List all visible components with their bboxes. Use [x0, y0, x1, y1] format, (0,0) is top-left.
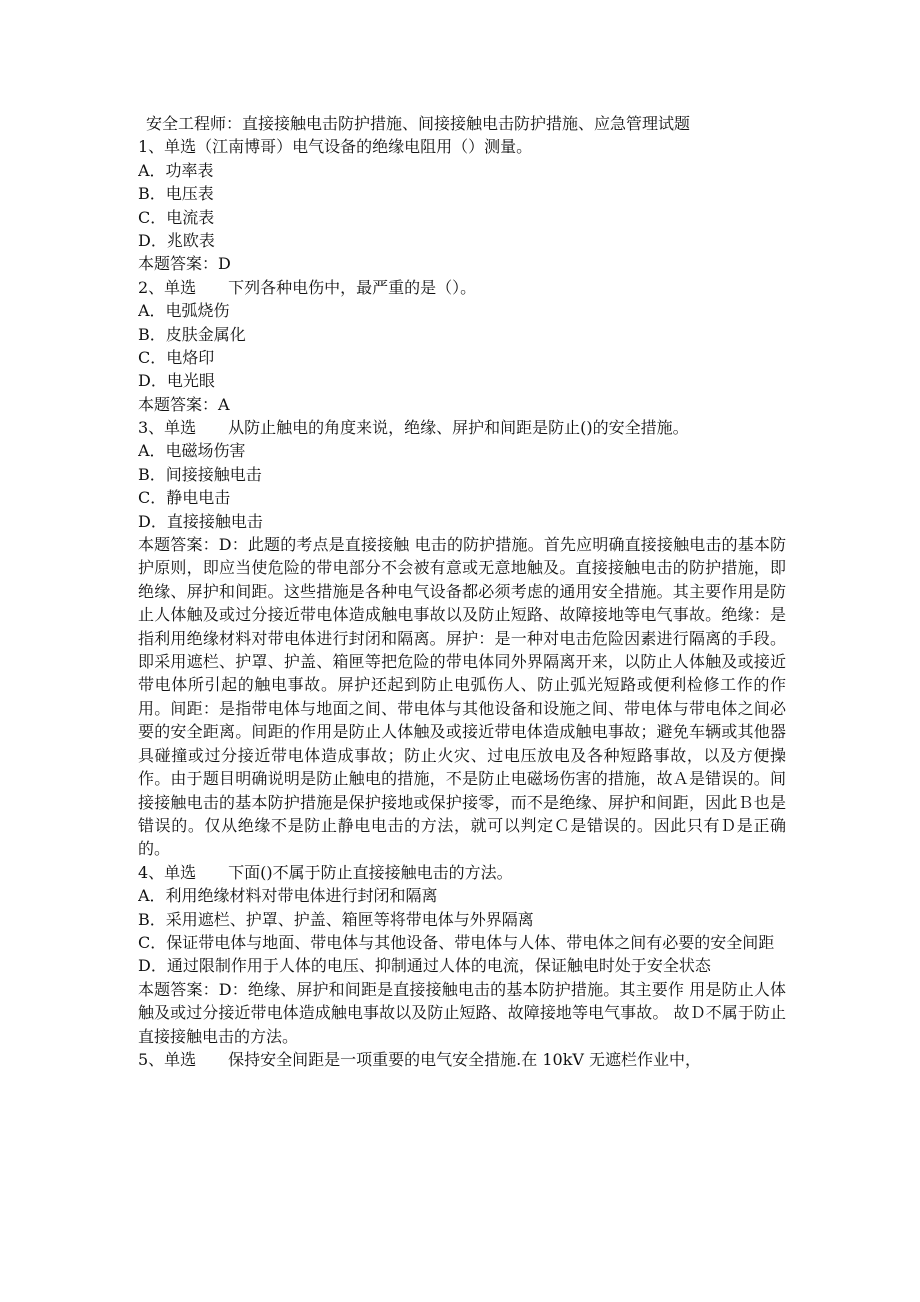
- question-4-option-c: C．保证带电体与地面、带电体与其他设备、带电体与人体、带电体之间有必要的安全间距: [138, 932, 775, 952]
- question-3-option-c: C．静电电击: [138, 488, 231, 508]
- question-3-option-d: D．直接接触电击: [138, 511, 263, 531]
- question-5-stem: 5、单选 保持安全间距是一项重要的电气安全措施.在 10kV 无遮栏作业中，: [138, 1049, 702, 1069]
- document-title: 安全工程师：直接接触电击防护措施、间接接触电击防护措施、应急管理试题: [146, 114, 691, 133]
- question-1-answer: 本题答案：D: [138, 254, 231, 274]
- question-3-stem: 3、单选 从防止触电的角度来说，绝缘、屏护和间距是防止()的安全措施。: [138, 418, 689, 438]
- question-2-answer: 本题答案：A: [138, 394, 230, 414]
- question-1-option-b: B．电压表: [138, 184, 214, 204]
- question-2-option-b: B．皮肤金属化: [138, 324, 246, 344]
- question-3-option-b: B．间接接触电击: [138, 464, 262, 484]
- question-2-stem: 2、单选 下列各种电伤中，最严重的是（）。: [138, 277, 477, 297]
- question-2-option-c: C．电烙印: [138, 347, 215, 367]
- document-page: [138, 112, 786, 1071]
- question-3-answer: 本题答案：D：此题的考点是直接接触 电击的防护措施。首先应明确直接接触电击的基本防护原则，即应当使危险的带电部分不会被有意或无意地触及。直接接触电击的防护措施，即绝缘、屏护和间距。这些措施是各种电气设备都必须考虑的通用安全措施。其主要作用是防止人体触及或过分接近带电体造成触电事故以及防止短路、故障接地等电气事故。绝缘：是指利用绝缘材料对带电体进行封闭和隔离。屏护：是一种对电击危险因素进行隔离的手段。即采用遮栏、护罩、护盖、箱匣等把危险的带电体同外界隔离开来，以防止人体触及或接近带电体所引起的触电事故。屏护还起到防止电弧伤人、防止弧光短路或便利检修工作的作用。间距：是指带电体与地面之间、带电体与其他设备和设施之间、带电体与带电体之间必要的安全距离。间距的作用是防止人体触及或接近带电体造成触电事故；避免车辆或其他器具碰撞或过分接近带电体造成事故；防止火灾、过电压放电及各种短路事故，以及方便操作。由于题目明确说明是防止触电的措施，不是防止电磁场伤害的措施，故Ａ是错误的。间接接触电击的基本防护措施是保护接地或保护接零，而不是绝缘、屏护和间距，因此Ｂ也是错误的。仅从绝缘不是防止静电电击的方法，就可以判定Ｃ是错误的。因此只有Ｄ是正确的。: [138, 535, 786, 859]
- question-4-option-d: D．通过限制作用于人体的电压、抑制通过人体的电流，保证触电时处于安全状态: [138, 956, 711, 976]
- question-4-option-b: B．采用遮栏、护罩、护盖、箱匣等将带电体与外界隔离: [138, 909, 534, 929]
- question-1-option-c: C．电流表: [138, 207, 215, 227]
- question-2-option-a: A．电弧烧伤: [138, 301, 230, 321]
- question-1-stem: 1、单选（江南博哥）电气设备的绝缘电阻用（）测量。: [138, 137, 533, 157]
- question-1-option-d: D．兆欧表: [138, 230, 215, 250]
- question-4-stem: 4、单选 下面()不属于防止直接接触电击的方法。: [138, 862, 513, 882]
- question-3-option-a: A．电磁场伤害: [138, 441, 246, 461]
- question-1-option-a: A．功率表: [138, 160, 214, 180]
- question-4-answer: 本题答案：D：绝缘、屏护和间距是直接接触电击的基本防护措施。其主要作 用是防止人体触及或过分接近带电体造成触电事故以及防止短路、故障接地等电气事故。 故Ｄ不属于防止直接接触电击的方法。: [138, 979, 786, 1046]
- question-2-option-d: D．电光眼: [138, 371, 215, 391]
- question-4-option-a: A．利用绝缘材料对带电体进行封闭和隔离: [138, 886, 438, 906]
